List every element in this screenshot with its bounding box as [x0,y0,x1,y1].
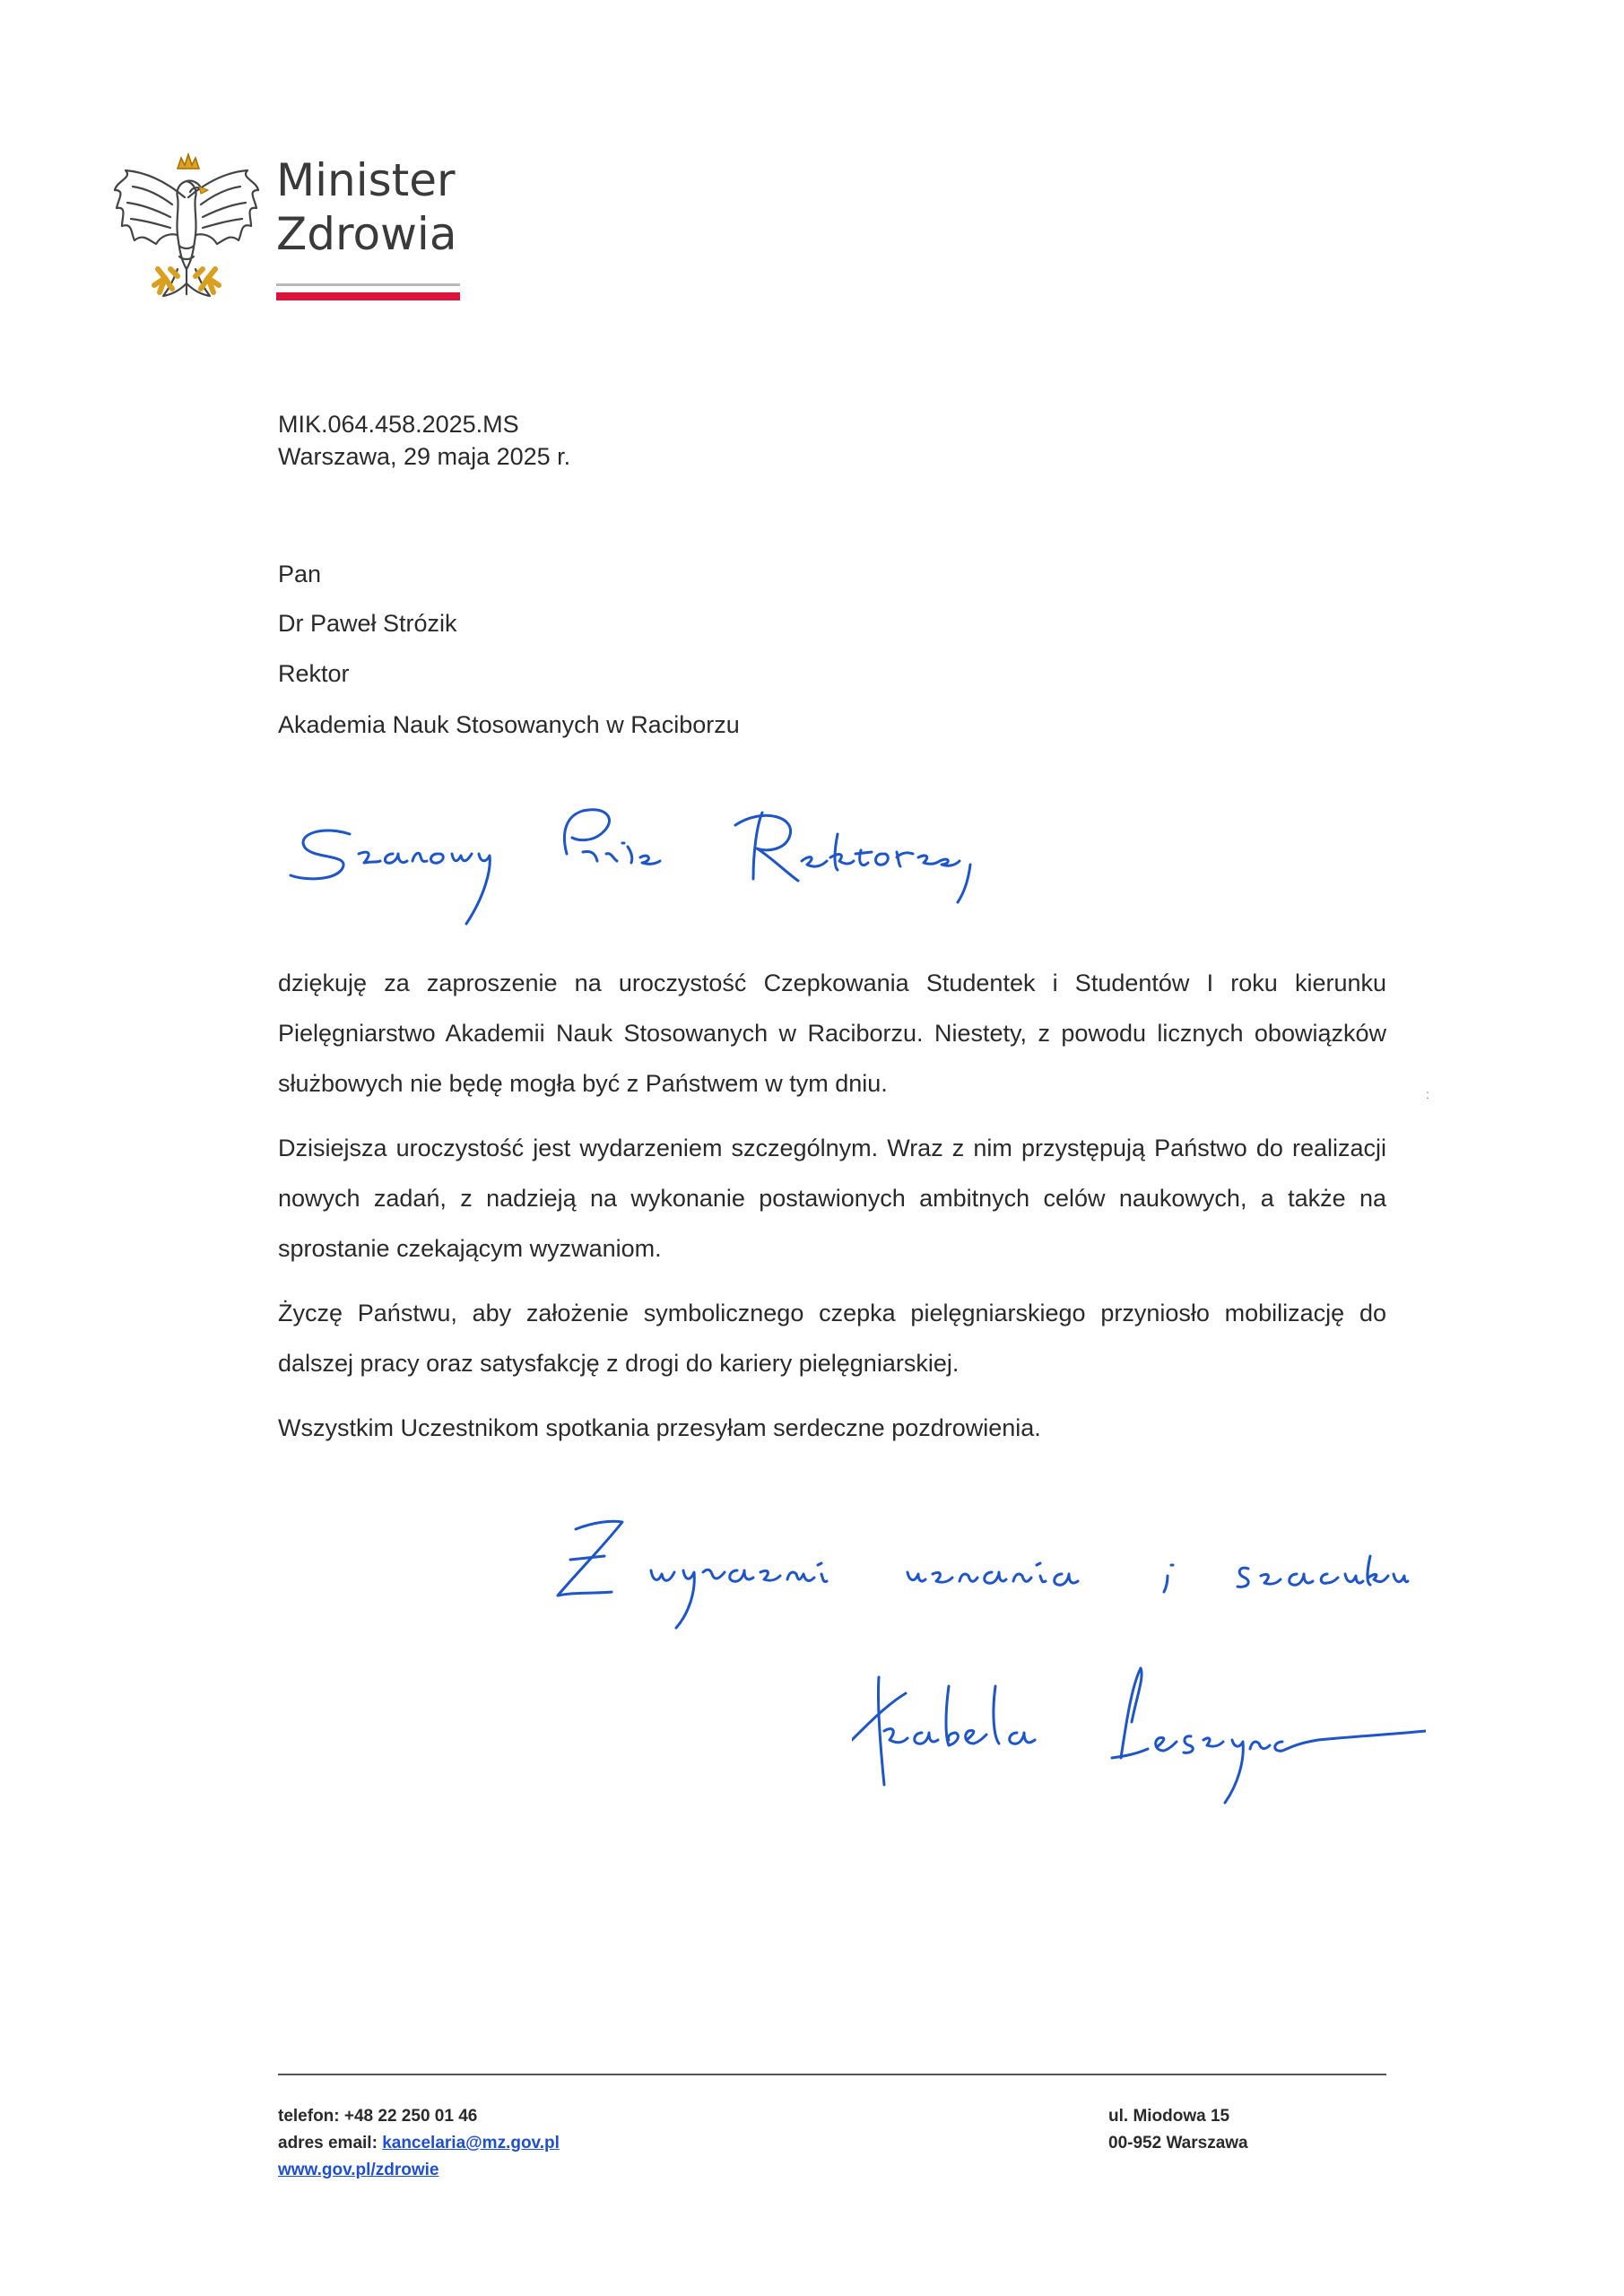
footer-phone-number: +48 22 250 01 46 [343,2107,478,2126]
footer-email-link[interactable]: kancelaria@mz.gov.pl [382,2134,560,2152]
letter-body [278,958,1386,1467]
addressee-institution: Akademia Nauk Stosowanych w Raciborzu [278,711,740,738]
footer-divider [278,2074,1386,2075]
body-paragraph-3: Życzę Państwu, aby założenie symbolicznego czepka pielęgniarskiego przyniosło mobilizację do dalszej pracy oraz satysfakcję z drogi do kariery pielęgniarskiej. [278,1300,1386,1377]
addressee-salutation: Pan [278,561,322,587]
logo-title-line1: Minister [276,154,456,206]
scan-speck: : [1426,1087,1429,1101]
logo-divider-red [276,292,460,300]
footer-address-city: 00-952 Warszawa [1108,2134,1248,2152]
footer-email [278,2135,560,2152]
handwritten-salutation [287,798,1004,942]
body-paragraph-2: Dzisiejsza uroczystość jest wydarzeniem szczególnym. Wraz z nim przystępują Państwo do realizacji nowych zadań, z nadzieją na wykonanie postawionych ambitnych celów naukowych, a także na sprostanie czekającym wyzwaniom. [278,1135,1386,1262]
body-paragraph-1: dziękuję za zaproszenie na uroczystość Czepkowania Studentek i Studentów I roku kierunku Pielęgniarstwo Akademii Nauk Stosowanych w Raciborzu. Niestety, z powodu licznych obowiązków służbowych nie będę mogła być z Państwem w tym dniu. [278,970,1386,1097]
footer-website [278,2161,439,2179]
reference-number: MIK.064.458.2025.MS [278,411,519,438]
addressee-name: Dr Paweł Strózik [278,610,457,637]
logo-title-line2: Zdrowia [276,208,457,260]
handwritten-signature [852,1650,1426,1812]
footer-phone [278,2108,477,2125]
polish-eagle-icon [106,135,267,309]
footer-website-link[interactable]: www.gov.pl/zdrowie [278,2161,439,2179]
footer-phone-label: telefon: [278,2107,340,2126]
logo-divider-grey [276,283,460,286]
footer-email-label: adres email: [278,2134,378,2152]
body-paragraph-4: Wszystkim Uczestnikom spotkania przesyłam serdeczne pozdrowienia. [278,1414,1041,1441]
handwritten-closing [549,1502,1410,1637]
addressee-title: Rektor [278,660,350,687]
footer-address-street: ul. Miodowa 15 [1108,2107,1230,2126]
letter-date: Warszawa, 29 maja 2025 r. [278,443,571,470]
